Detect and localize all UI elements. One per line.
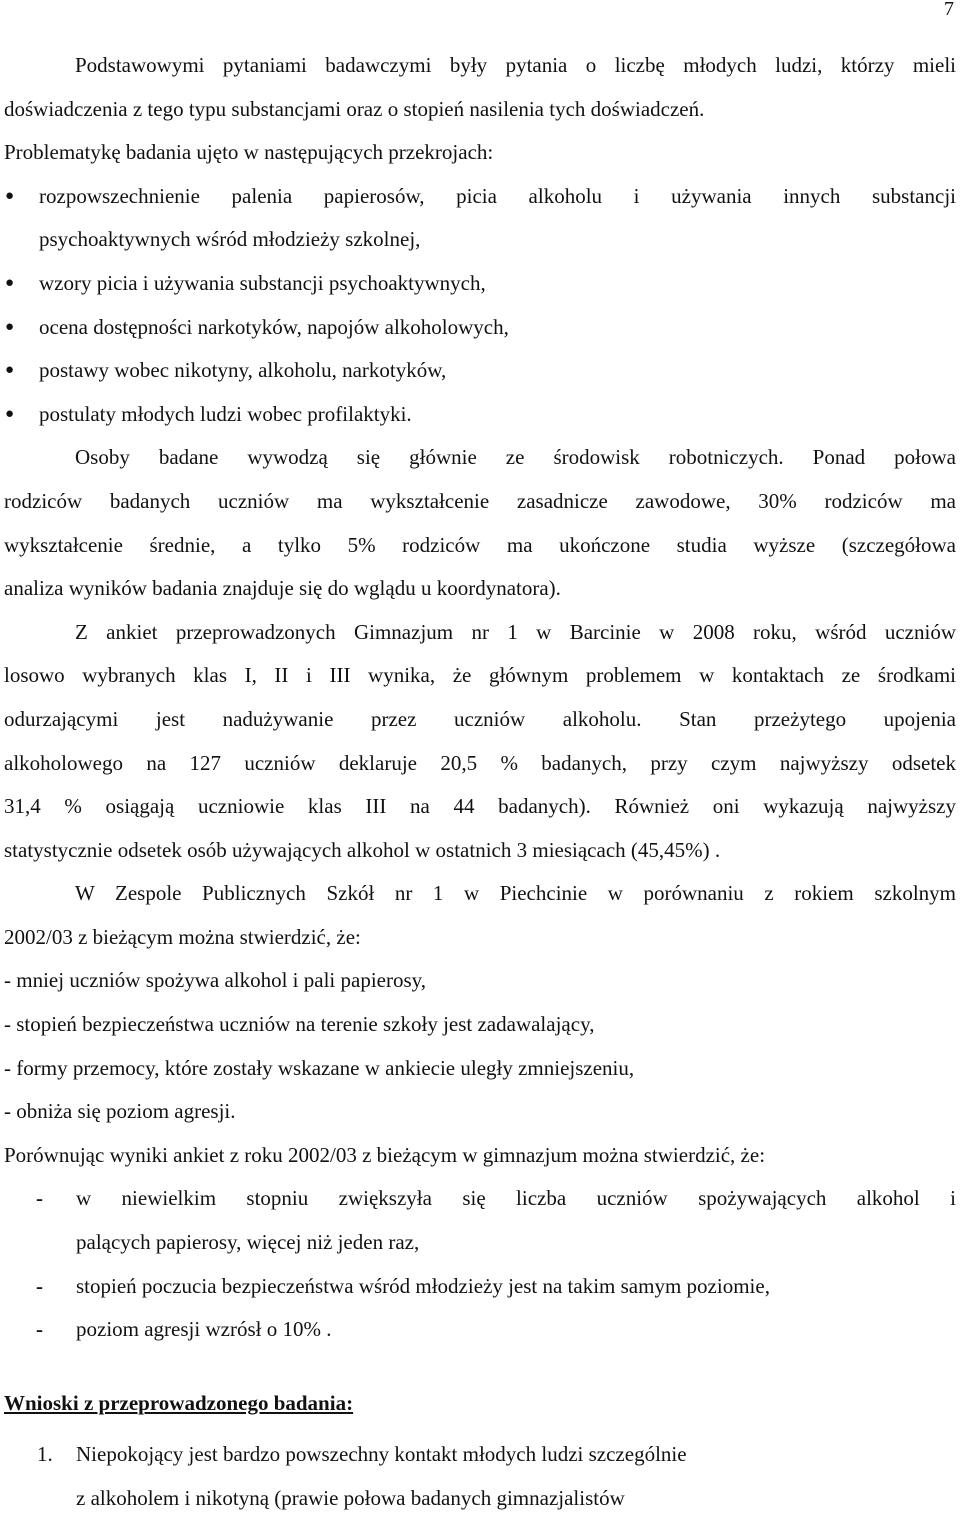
- dash-marker: -: [36, 1186, 43, 1211]
- bullet-icon: ●: [5, 318, 15, 335]
- bullet-icon: ●: [5, 405, 15, 422]
- section-heading: [4, 1382, 956, 1426]
- paragraph-line: odurzającymi jest nadużywanie przez uczniów alkoholu. Stan przeżytego upojenia: [4, 706, 956, 731]
- list-item: [4, 1265, 956, 1309]
- list-item: [4, 393, 956, 437]
- paragraph-line: wykształcenie średnie, a tylko 5% rodziców ma ukończone studia wyższe (szczegółowa: [4, 532, 956, 557]
- list-number: 1.: [37, 1442, 53, 1467]
- list-item: [4, 175, 956, 262]
- list-item-line: w niewielkim stopniu zwiększyła się liczba uczniów spożywających alkohol i: [76, 1186, 956, 1211]
- dash-marker: -: [36, 1317, 43, 1342]
- list-item-line: Niepokojący jest bardzo powszechny kontakt młodych ludzi szczególnie: [76, 1442, 687, 1467]
- list-item: - mniej uczniów spożywa alkohol i pali papierosy,: [4, 968, 427, 993]
- list-item-line: poziom agresji wzrósł o 10% .: [76, 1317, 332, 1342]
- comparison-intro: Porównując wyniki ankiet z roku 2002/03 z bieżącym w gimnazjum można stwierdzić, że:: [4, 1142, 766, 1167]
- paragraph-line: alkoholowego na 127 uczniów deklaruje 20,5 % badanych, przy czym najwyższy odsetek: [4, 750, 956, 775]
- section-heading-colon: :: [346, 1390, 354, 1415]
- research-topics-list: [4, 175, 956, 437]
- intro-line: doświadczenia z tego typu substancjami oraz o stopień nasilenia tych doświadczeń.: [4, 96, 705, 121]
- paragraph-line: analiza wyników badania znajduje się do wglądu u koordynatora).: [4, 576, 561, 601]
- paragraph-line: rodziców badanych uczniów ma wykształcenie zasadnicze zawodowe, 30% rodziców ma: [4, 488, 956, 513]
- bullet-icon: ●: [5, 187, 15, 204]
- paragraph-line: losowo wybranych klas I, II i III wynika, że głównym problemem w kontaktach ze środkami: [4, 663, 956, 688]
- list-item-line: wzory picia i używania substancji psychoaktywnych,: [39, 270, 486, 295]
- paragraph-line: Z ankiet przeprowadzonych Gimnazjum nr 1 w Barcinie w 2008 roku, wśród uczniów: [75, 619, 956, 644]
- list-item: [4, 1177, 956, 1264]
- origin-paragraph: [4, 436, 956, 610]
- paragraph-line: W Zespole Publicznych Szkół nr 1 w Piechcinie w porównaniu z rokiem szkolnym: [75, 881, 956, 906]
- intro-line: Podstawowymi pytaniami badawczymi były pytania o liczbę młodych ludzi, którzy mieli: [75, 53, 956, 77]
- list-item-line: psychoaktywnych wśród młodzieży szkolnej,: [39, 227, 421, 252]
- paragraph-line: 31,4 % osiągają uczniowie klas III na 44 badanych). Również oni wykazują najwyższy: [4, 794, 956, 819]
- dash-marker: -: [36, 1273, 43, 1298]
- list-item: [4, 1308, 956, 1352]
- intro-paragraph: [4, 44, 956, 175]
- piechcin-paragraph: [4, 872, 956, 1134]
- section-heading-text: Wnioski z przeprowadzonego badania: [4, 1390, 347, 1415]
- page-number: 7: [944, 0, 954, 20]
- list-item: [4, 262, 956, 306]
- list-item: - obniża się poziom agresji.: [4, 1099, 236, 1124]
- paragraph-line: Osoby badane wywodzą się głównie ze środowisk robotniczych. Ponad połowa: [75, 445, 956, 470]
- list-item-line: rozpowszechnienie palenia papierosów, picia alkoholu i używania innych substancji: [39, 183, 956, 208]
- paragraph-line: statystycznie odsetek osób używających alkohol w ostatnich 3 miesiącach (45,45%) .: [4, 837, 721, 862]
- list-item-line: z alkoholem i nikotyną (prawie połowa badanych gimnazjalistów: [76, 1486, 625, 1510]
- list-item-line: postawy wobec nikotyny, alkoholu, narkotyków,: [39, 358, 447, 383]
- list-item-line: palących papierosy, więcej niż jeden raz,: [76, 1230, 420, 1255]
- barcin-paragraph: [4, 611, 956, 873]
- list-item-line: stopień poczucia bezpieczeństwa wśród młodzieży jest na takim samym poziomie,: [76, 1273, 770, 1298]
- list-item: [4, 306, 956, 350]
- conclusions-list: [4, 1433, 956, 1520]
- list-item-line: ocena dostępności narkotyków, napojów alkoholowych,: [39, 314, 509, 339]
- comparison-section: [4, 1134, 956, 1352]
- list-item: [4, 349, 956, 393]
- intro-line: Problematykę badania ujęto w następujących przekrojach:: [4, 140, 494, 165]
- list-item: - formy przemocy, które zostały wskazane w ankiecie uległy zmniejszeniu,: [4, 1055, 635, 1080]
- bullet-icon: ●: [5, 362, 15, 379]
- bullet-icon: ●: [5, 274, 15, 291]
- list-item: - stopień bezpieczeństwa uczniów na terenie szkoły jest zadawalający,: [4, 1012, 595, 1037]
- comparison-list: [4, 1177, 956, 1351]
- list-item-line: postulaty młodych ludzi wobec profilaktyki.: [39, 401, 412, 426]
- list-item: [4, 1433, 956, 1520]
- document-page: [4, 44, 956, 1521]
- paragraph-line: 2002/03 z bieżącym można stwierdzić, że:: [4, 924, 361, 949]
